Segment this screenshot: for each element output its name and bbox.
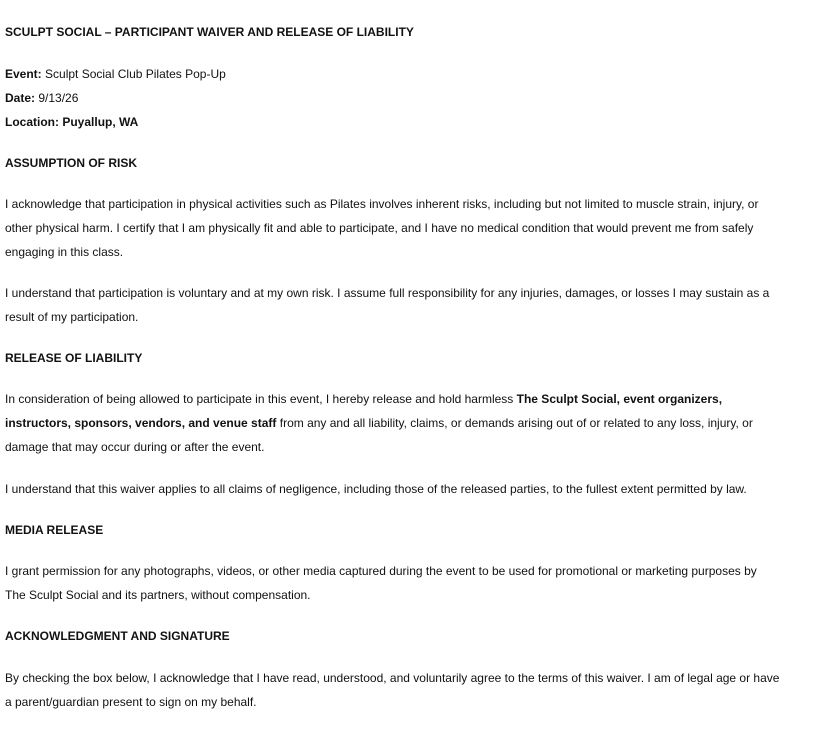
release-paragraph-1-end: from any and all liability, claims, or demands arising out of or related to any loss, injury, or damage that may occur during or after the event. [5,416,753,454]
section-heading-assumption: ASSUMPTION OF RISK [5,156,138,170]
event-label: Event: [5,67,42,81]
section-heading-acknowledgment: ACKNOWLEDGMENT AND SIGNATURE [5,629,230,643]
document-title: SCULPT SOCIAL – PARTICIPANT WAIVER AND RELEASE OF LIABILITY [5,25,414,39]
date-value: 9/13/26 [38,91,79,105]
date-line [5,86,795,110]
released-parties: The Sculpt Social, event organizers, instructors, sponsors, vendors, and venue staff [5,392,723,430]
release-paragraph-2: I understand that this waiver applies to all claims of negligence, including those of the released parties, to the fullest extent permitted by law. [5,482,747,496]
section-heading-media: MEDIA RELEASE [5,523,104,537]
event-value: Sculpt Social Club Pilates Pop-Up [45,67,226,81]
section-heading-release: RELEASE OF LIABILITY [5,351,143,365]
location-line [5,110,795,134]
location-label: Location: [5,115,59,129]
release-paragraph-1 [5,387,780,459]
date-label: Date: [5,91,36,105]
acknowledgment-paragraph-1: By checking the box below, I acknowledge that I have read, understood, and voluntarily agree to the terms of this waiver. I am of legal age or have a parent/guardian present to sign on my behalf. [5,671,780,709]
media-paragraph-1: I grant permission for any photographs, videos, or other media captured during the event to be used for promotional or marketing purposes by The Sculpt Social and its partners, without compensation. [5,564,757,602]
assumption-paragraph-2: I understand that participation is voluntary and at my own risk. I assume full responsibility for any injuries, damages, or losses I may sustain as a result of my participation. [5,286,770,324]
assumption-paragraph-1: I acknowledge that participation in physical activities such as Pilates involves inherent risks, including but not limited to muscle strain, injury, or other physical harm. I certify that I am physically fit and able to participate, and I have no medical condition that would prevent me from safely engaging in this class. [5,197,759,259]
release-paragraph-1-start: In consideration of being allowed to participate in this event, I hereby release and hold harmless [5,392,517,406]
event-line [5,62,795,86]
location-value: Puyallup, WA [62,115,139,129]
